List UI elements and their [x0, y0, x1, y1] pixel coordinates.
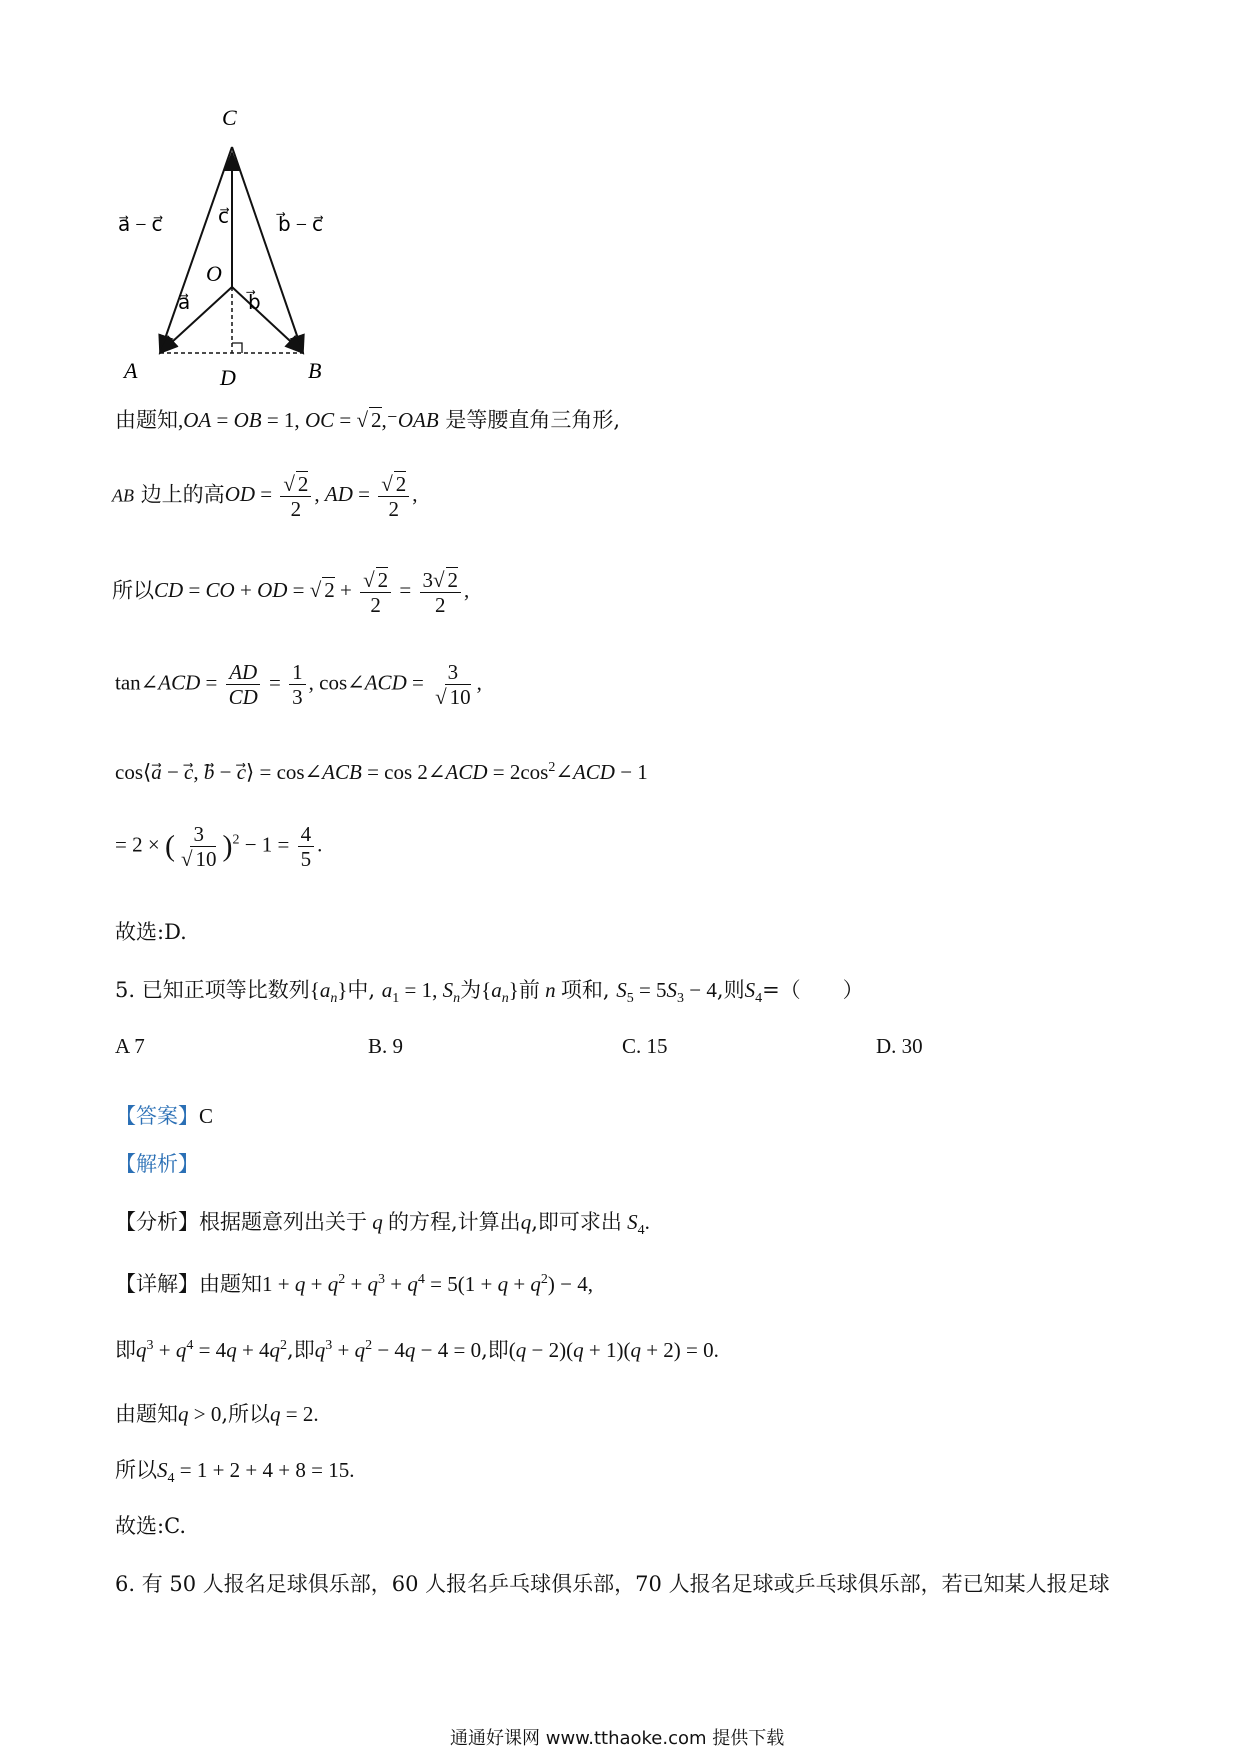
q4-line-3: 所以CD = CO + OD = √ 2 + $\frac{√ 2}{2}$ = $\frac{3√ 2}{2}$ , — [112, 568, 470, 618]
answer-tag: 【答案】 — [115, 1104, 199, 1128]
label-vec-b-minus-c: b⃗ − c⃗ — [278, 214, 323, 236]
answer-value: C — [199, 1104, 214, 1128]
q5-stem-c: 为 — [460, 978, 482, 1002]
q5-stem-d: 前 — [518, 978, 540, 1002]
q6-stem: 6. 有 50 人报名足球俱乐部，60 人报名乒乓球俱乐部，70 人报名足球或乒乓球俱乐部，若已知某人报足球 — [115, 1572, 1110, 1596]
q4-line-2-prefix: 边上的高 — [140, 482, 225, 507]
q4-line-1-prefix: 由题知 — [115, 408, 178, 432]
label-vec-a: a⃗ — [178, 292, 191, 314]
q5-stem-a: 已知正项等比数列 — [141, 978, 310, 1002]
label-o: O — [206, 261, 222, 286]
vector-b-minus-c — [232, 147, 303, 353]
q5-stem-b: 中, — [347, 978, 376, 1002]
analysis-tag: 【解析】 — [115, 1152, 199, 1176]
q5-stem-f: ,则 — [716, 978, 745, 1002]
q5-stem: 5. 已知正项等比数列$\{a_n\}$中, $a_1 = 1$, $S_n$为$\{a_n\}$前 n 项和, $S_5 = 5S_3 - 4$,则$S_4=$（ ） — [115, 978, 864, 1007]
fenxi-c: ,即可求出 — [531, 1210, 622, 1234]
label-b: B — [308, 358, 322, 383]
q5-step-2: 即$q^3 + q^4 = 4q + 4q^2$,即$q^3 + q^2 - 4q - 4 = 0$,即(q − 2)(q + 1)(q + 2) = 0. — [115, 1338, 719, 1362]
label-vec-a-minus-c: a⃗ − c⃗ — [118, 214, 163, 236]
q5-answer — [115, 1100, 213, 1130]
q5-conclusion: 故选:C. — [115, 1514, 187, 1538]
q5-fenxi: 【分析】根据题意列出关于 q 的方程,计算出q,即可求出 $S_4$. — [115, 1210, 650, 1239]
q4-line-5: cos⟨a⃗ − c⃗, b⃗ − c⃗⟩ = cos∠ACB = cos 2∠ACD = $2\cos^2\angle ACD - 1$ — [115, 760, 648, 784]
xiangjie-tag: 【详解】 — [115, 1272, 199, 1296]
label-vec-b: b⃗ — [248, 292, 261, 314]
q4-line-4: tan∠ACD = $\frac{AD}{CD}$ = $\frac{1}{3}$ , cos∠ACD = $\frac{3}{√ 10}$ , — [115, 660, 482, 710]
q5-option-a: A 7 — [115, 1034, 145, 1058]
label-vec-c: c⃗ — [218, 206, 229, 228]
q4-line-1: 由题知,OA = OB = 1, OC = √ 2,⁻OAB 是等腰直角三角形, — [115, 408, 621, 432]
q5-step-3: 由题知q > 0,所以q = 2. — [115, 1402, 319, 1426]
s4-prefix: 所以 — [115, 1458, 157, 1482]
geometry-figure — [110, 95, 370, 395]
ji-c: ,即 — [481, 1338, 509, 1362]
ji-a: 即 — [115, 1338, 136, 1362]
q4-conclusion: 故选:D. — [115, 920, 187, 944]
label-a: A — [124, 358, 138, 383]
xiangjie-a: 由题知 — [199, 1272, 262, 1296]
right-angle-mark — [232, 343, 242, 353]
q5-option-c: C. 15 — [622, 1034, 668, 1058]
q-a: 由题知 — [115, 1402, 178, 1426]
fenxi-a: 根据题意列出关于 — [199, 1210, 367, 1234]
q5-stem-e: 项和, — [560, 978, 610, 1002]
fenxi-tag: 【分析】 — [115, 1210, 199, 1234]
q5-number: 5. — [115, 978, 136, 1002]
label-c: C — [222, 105, 237, 130]
ji-b: ,即 — [287, 1338, 315, 1362]
q4-line-6: = 2 × ( $\frac{3}{√ 10}$ )$^2$ − 1 = $\frac{4}{5}$ . — [115, 822, 323, 872]
footer-watermark: 通通好课网 www.tthaoke.com 提供下载 — [450, 1728, 785, 1749]
fenxi-b: 的方程,计算出 — [388, 1210, 521, 1234]
q4-line-3-prefix: 所以 — [112, 578, 154, 603]
q4-line-2: AB 边上的高OD = $\frac{√ 2}{2}$ , AD = $\frac{√ 2}{2}$ , — [112, 472, 418, 522]
q5-xiangjie: 【详解】由题知$1 + q + q^2 + q^3 + q^4 = 5(1 + q + q^2) - 4$, — [115, 1272, 593, 1296]
q5-stem-g: =（ ） — [762, 978, 864, 1002]
q-b: ,所以 — [221, 1402, 271, 1426]
q5-option-b: B. 9 — [368, 1034, 404, 1058]
q4-line-1-suffix: 是等腰直角三角形, — [445, 408, 621, 432]
q5-option-d: D. 30 — [876, 1034, 923, 1058]
label-d: D — [220, 365, 236, 390]
vector-a-minus-c — [160, 147, 232, 353]
q5-step-4: 所以$S_4 = 1 + 2 + 4 + 8 = 15$. — [115, 1458, 355, 1487]
